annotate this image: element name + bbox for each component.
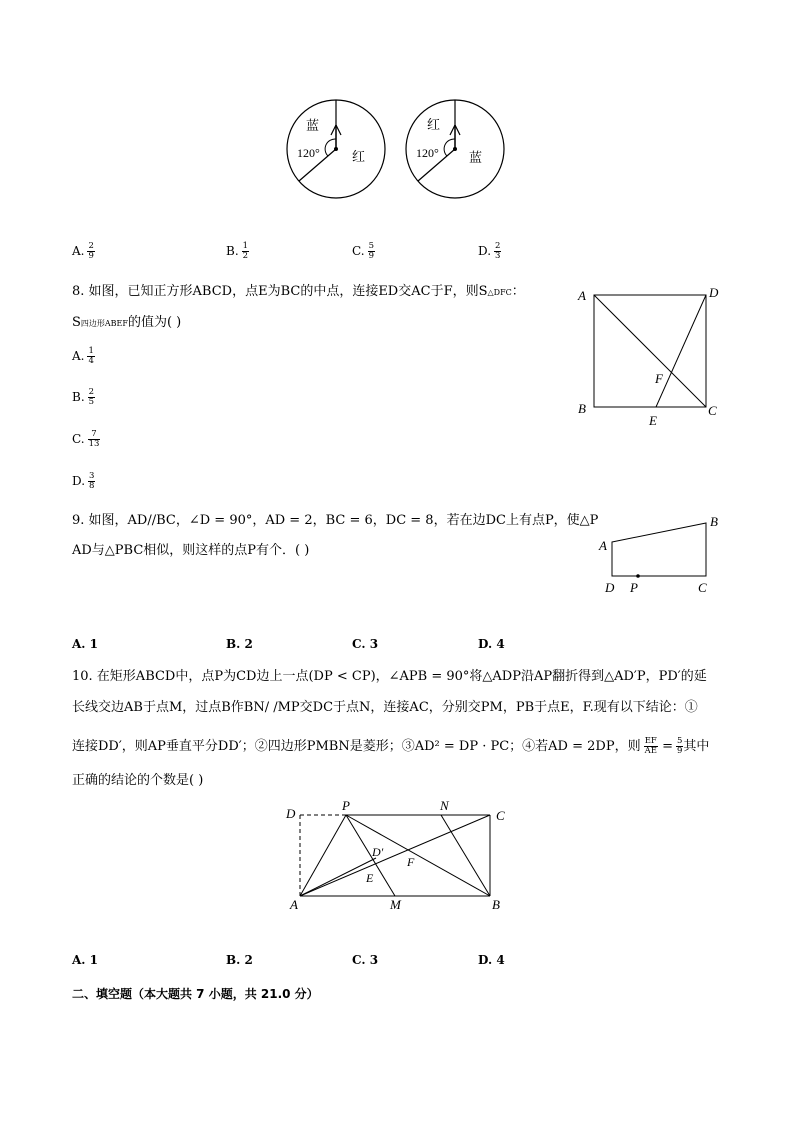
q7-option-d[interactable]: D. $\frac{2}{3}$ <box>478 241 501 261</box>
q7-option-c[interactable]: C. $\frac{5}{9}$ <box>352 241 374 261</box>
q10-label-b: B <box>492 897 500 912</box>
spinner-figure <box>280 95 515 205</box>
q9-stem-line2: AD与△PBC相似，则这样的点P有个．( ) <box>72 543 310 558</box>
q7-option-b[interactable]: B. $\frac{1}{2}$ <box>226 241 249 261</box>
q10-label-e: E <box>366 871 374 885</box>
left-spinner-top-label: 蓝 <box>306 118 320 133</box>
right-spinner-angle: 120° <box>416 146 439 160</box>
q10-label-m: M <box>390 897 401 912</box>
segment-nb <box>441 815 490 896</box>
q8-label-f: F <box>655 371 663 386</box>
q9-label-b: B <box>710 514 718 529</box>
q10-label-f: F <box>407 855 415 869</box>
right-spinner-top-label: 红 <box>427 117 441 132</box>
q9-option-b[interactable]: B. 2 <box>226 637 253 651</box>
q10-label-n: N <box>440 798 449 813</box>
segment-ed <box>656 295 706 407</box>
q10-stem-line2: 长线交边AB于点M，过点B作BN/ /MP交DC于点N，连接AC，分别交PM，PB于点E，F.现有以下结论：① <box>72 700 698 715</box>
q10-label-d2: D′ <box>372 845 384 859</box>
q10-stem-line4: 正确的结论的个数是( ) <box>72 773 204 788</box>
q9-stem-line1: 9. 如图，AD//BC，∠D = 90°，AD = 2，BC = 6，DC = 8，若在边DC上有点P，使△P <box>72 513 599 528</box>
q10-option-d[interactable]: D. 4 <box>478 953 505 967</box>
left-spinner-angle: 120° <box>297 146 320 160</box>
q9-option-a[interactable]: A. 1 <box>72 637 99 651</box>
q8-option-c[interactable]: C. $\frac{7}{13}$ <box>72 429 100 449</box>
q8-label-c: C <box>708 403 717 418</box>
left-spinner-right-label: 红 <box>352 149 366 164</box>
q8-option-a[interactable]: A. $\frac{1}{4}$ <box>72 346 94 366</box>
segment-ap <box>300 815 346 896</box>
q8-label-d: D <box>709 285 719 300</box>
q8-option-b[interactable]: B. $\frac{2}{5}$ <box>72 387 95 407</box>
q9-option-c[interactable]: C. 3 <box>352 637 379 651</box>
q9-trapezoid-figure <box>595 510 730 600</box>
q10-option-b[interactable]: B. 2 <box>226 953 253 967</box>
trapezoid-abcd <box>612 523 706 576</box>
q10-option-c[interactable]: C. 3 <box>352 953 379 967</box>
q9-option-d[interactable]: D. 4 <box>478 637 505 651</box>
q9-label-p: P <box>630 580 638 595</box>
q10-label-p: P <box>342 798 350 813</box>
q10-label-d: D <box>286 806 296 821</box>
q10-label-c: C <box>496 808 505 823</box>
q8-label-b: B <box>578 401 586 416</box>
q9-label-c: C <box>698 580 707 595</box>
diagonal-ac <box>594 295 706 407</box>
q10-rectangle-figure <box>282 796 512 914</box>
point-p <box>636 574 640 578</box>
segment-ac <box>300 815 490 896</box>
q10-option-a[interactable]: A. 1 <box>72 953 99 967</box>
q10-stem-line3: 连接DD′，则AP垂直平分DD′；②四边形PMBN是菱形；③AD² = DP · PC；④若AD = 2DP，则 $\frac{EF}{AE}$ = $\frac{5}{9}$ 其中 <box>72 736 710 756</box>
q8-stem-line2: S四边形ABEF的值为( ) <box>72 315 182 330</box>
right-spinner-right-label: 蓝 <box>469 150 483 165</box>
q8-option-d[interactable]: D. $\frac{3}{8}$ <box>72 471 95 491</box>
q8-stem-line1: 8. 如图，已知正方形ABCD，点E为BC的中点，连接ED交AC于F，则S△DFC： <box>72 284 525 299</box>
q9-label-d: D <box>605 580 615 595</box>
left-spinner-center <box>334 147 338 151</box>
q10-label-a: A <box>290 897 298 912</box>
right-spinner-center <box>453 147 457 151</box>
q9-label-a: A <box>599 538 607 553</box>
q7-option-a[interactable]: A. $\frac{2}{9}$ <box>72 241 94 261</box>
section-heading-fill-in: 二、填空题（本大题共 7 小题，共 21.0 分） <box>72 987 319 1001</box>
q8-label-e: E <box>649 413 657 428</box>
q8-square-figure <box>570 282 730 432</box>
q10-stem-line1: 10. 在矩形ABCD中，点P为CD边上一点(DP < CP)，∠APB = 90°将△ADP沿AP翻折得到△AD′P，PD′的延 <box>72 669 707 684</box>
q8-label-a: A <box>578 288 586 303</box>
segment-ad2 <box>300 858 376 896</box>
